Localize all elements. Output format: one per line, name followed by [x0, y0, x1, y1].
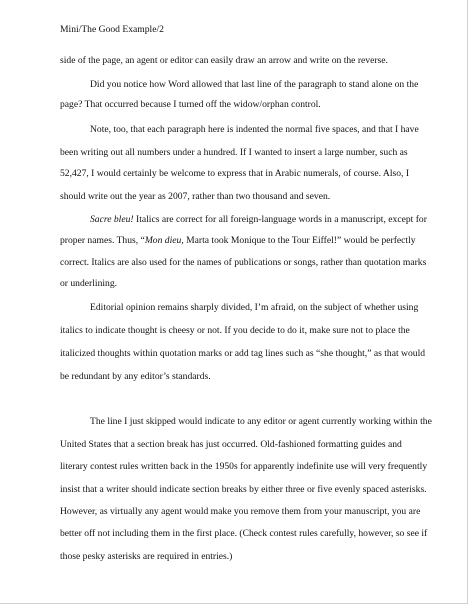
text-run: those pesky asterisks are required in entries.) [60, 551, 233, 562]
text-line [60, 235, 416, 247]
text-run: italics to indicate thought is cheesy or not. If you decide to do it, make sure not to place the [60, 325, 410, 336]
text-run: insist that a writer should indicate section breaks by either three or five evenly spaced asterisks. [60, 484, 427, 495]
text-line [60, 371, 211, 383]
text-run: be redundant by any editor’s standards. [60, 371, 211, 382]
text-run: The line I just skipped would indicate to any editor or agent currently working within the [90, 416, 432, 427]
italic-text: Sacre bleu! [90, 214, 134, 225]
text-run: should write out the year as 2007, rather than two thousand and seven. [60, 191, 331, 202]
text-run: page? That occurred because I turned off the widow/orphan control. [60, 99, 321, 110]
text-line [60, 551, 232, 563]
text-line [60, 278, 117, 290]
text-run: 52,427, I would certainly be welcome to express that in Arabic numerals, of course. Also, I [60, 168, 410, 179]
text-line [60, 191, 330, 203]
text-run: correct. Italics are also used for the names of publications or songs, rather than quotation marks [60, 257, 427, 268]
text-line [90, 79, 418, 91]
text-line [60, 439, 402, 451]
text-run: Note, too, that each paragraph here is indented the normal five spaces, and that I have [90, 124, 419, 135]
italic-text: Mon dieu, [144, 235, 184, 246]
text-run: proper names. Thus, “ [60, 235, 145, 246]
text-line [60, 461, 427, 473]
text-line [90, 124, 419, 136]
text-run: Editorial opinion remains sharply divided, I’m afraid, on the subject of whether using [90, 302, 419, 313]
text-run: However, as virtually any agent would make you remove them from your manuscript, you are [60, 506, 421, 517]
text-line [60, 99, 321, 111]
text-run: Did you notice how Word allowed that last line of the paragraph to stand alone on the [90, 79, 419, 90]
text-line [60, 325, 410, 337]
text-line [90, 214, 427, 226]
text-line [60, 506, 420, 518]
text-line [60, 55, 388, 67]
text-run: Marta took Monique to the Tour Eiffel!” would be perfectly [183, 235, 416, 246]
text-line [60, 528, 427, 540]
text-line [90, 302, 418, 314]
running-header: Mini/The Good Example/2 [60, 24, 164, 35]
text-run: literary contest rules written back in the 1950s for apparently indefinite use will very frequently [60, 461, 428, 472]
text-line [60, 348, 425, 360]
text-run: or underlining. [60, 278, 118, 289]
text-run: United States that a section break has just occurred. Old-fashioned formatting guides and [60, 439, 402, 450]
text-run: been writing out all numbers under a hundred. If I wanted to insert a large number, such as [60, 147, 408, 158]
text-line [60, 257, 426, 269]
text-run: side of the page, an agent or editor can easily draw an arrow and write on the reverse. [60, 55, 388, 66]
text-run: Italics are correct for all foreign-language words in a manuscript, except for [133, 214, 427, 225]
text-line [90, 416, 432, 428]
text-run: italicized thoughts within quotation marks or add tag lines such as “she thought,” as that would [60, 348, 426, 359]
text-line [60, 147, 408, 159]
text-line [60, 168, 409, 180]
text-run: better off not including them in the first place. (Check contest rules carefully, however, so see if [60, 528, 428, 539]
text-line [60, 484, 427, 496]
